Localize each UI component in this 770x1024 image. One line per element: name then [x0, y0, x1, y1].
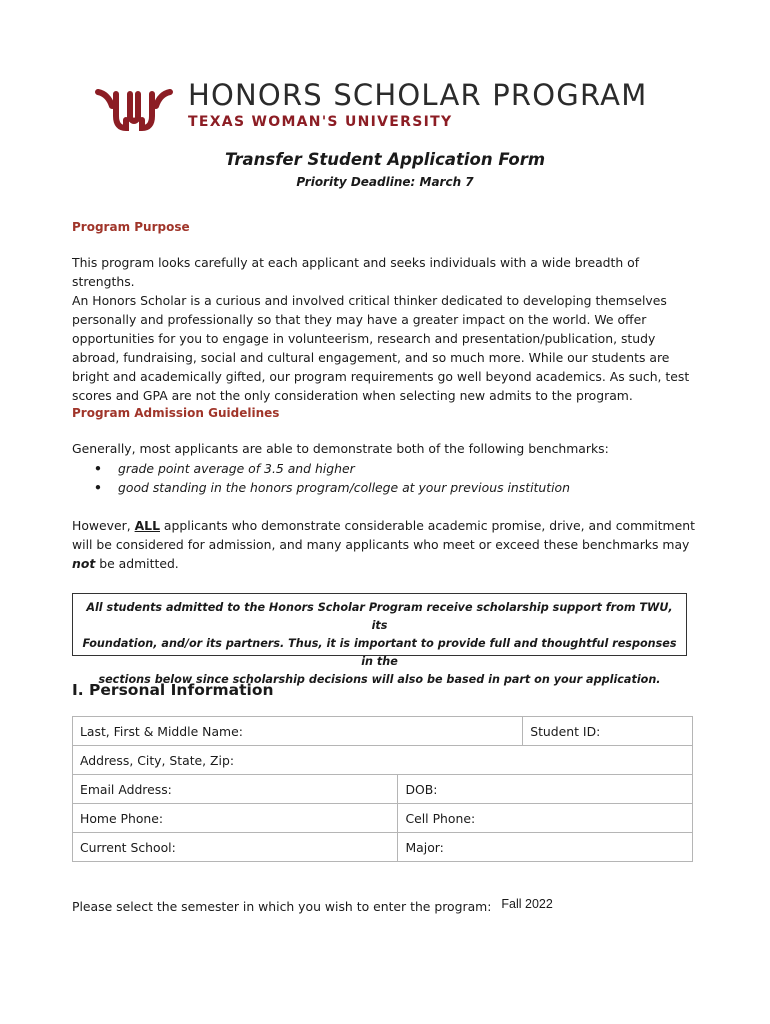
major-field[interactable]	[398, 833, 693, 862]
benchmark-item: • good standing in the honors program/college at your previous institution	[94, 478, 570, 497]
text-run: However,	[72, 518, 135, 533]
home-phone-field[interactable]	[73, 804, 398, 833]
cell-phone-field[interactable]	[398, 804, 693, 833]
text-run: be admitted.	[95, 556, 179, 571]
email-label: Email Address:	[80, 781, 172, 797]
table-row	[73, 775, 693, 804]
cell-phone-label: Cell Phone:	[405, 810, 476, 826]
semester-prompt: Please select the semester in which you wish to enter the program:	[72, 899, 492, 914]
form-title: Transfer Student Application Form	[224, 150, 546, 169]
purpose-line: personally and professionally so that they may have a greater impact on the world. We offer	[72, 312, 647, 327]
dob-field[interactable]	[398, 775, 693, 804]
table-row	[73, 717, 693, 746]
student-id-field[interactable]	[523, 717, 693, 746]
email-field[interactable]	[73, 775, 398, 804]
purpose-heading: Program Purpose	[72, 220, 190, 234]
student-id-label: Student ID:	[530, 723, 601, 739]
emphasis-all: ALL	[134, 518, 160, 533]
guidelines-paragraph	[72, 516, 702, 573]
priority-deadline: Priority Deadline: March 7	[296, 175, 474, 189]
university-name: TEXAS WOMAN'S UNIVERSITY	[188, 114, 453, 130]
scholarship-notice-box	[72, 593, 687, 686]
notice-line: Foundation, and/or its partners. Thus, it is important to provide full and thoughtful responses in the	[82, 637, 677, 668]
purpose-paragraph	[72, 253, 702, 405]
guidelines-line	[72, 516, 702, 535]
purpose-line: This program looks carefully at each applicant and seeks individuals with a wide breadth of strengths.	[72, 255, 640, 289]
table-row	[73, 746, 693, 775]
purpose-line: opportunities for you to engage in volunteerism, research and presentation/publication, study	[72, 331, 656, 346]
semester-row	[72, 899, 553, 914]
name-field[interactable]	[73, 717, 523, 746]
semester-select[interactable]: Fall 2022	[501, 897, 553, 911]
emphasis-not: not	[72, 556, 96, 571]
guidelines-line: will be considered for admission, and many applicants who meet or exceed these benchmarks may	[72, 537, 690, 552]
guidelines-line	[72, 554, 702, 573]
current-school-field[interactable]	[73, 833, 398, 862]
home-phone-label: Home Phone:	[80, 810, 164, 826]
purpose-line: bright and academically gifted, our program requirements go well beyond academics. As such, test	[72, 369, 690, 384]
current-school-label: Current School:	[80, 839, 176, 855]
purpose-line: An Honors Scholar is a curious and involved critical thinker dedicated to developing themselves	[72, 293, 667, 308]
personal-info-heading: I. Personal Information	[72, 681, 274, 699]
text-run: applicants who demonstrate considerable academic promise, drive, and commitment	[159, 518, 695, 533]
dob-label: DOB:	[405, 781, 438, 797]
table-row	[73, 804, 693, 833]
guidelines-heading: Program Admission Guidelines	[72, 406, 280, 420]
notice-line: sections below since scholarship decisions will also be based in part on your application.	[98, 673, 661, 686]
address-field[interactable]	[73, 746, 693, 775]
purpose-line: scores and GPA are not the only consideration when selecting new admits to the program.	[72, 388, 633, 403]
address-label: Address, City, State, Zip:	[80, 752, 235, 768]
benchmark-list	[94, 459, 570, 497]
twu-logo-icon	[94, 80, 174, 132]
personal-info-table	[72, 716, 693, 862]
purpose-line: abroad, fundraising, social and cultural engagement, and so much more. While our students are	[72, 350, 670, 365]
benchmark-item: • grade point average of 3.5 and higher	[94, 459, 570, 478]
notice-line: All students admitted to the Honors Scholar Program receive scholarship support from TWU, its	[86, 601, 673, 632]
guidelines-intro: Generally, most applicants are able to demonstrate both of the following benchmarks:	[72, 441, 609, 456]
program-name: HONORS SCHOLAR PROGRAM	[188, 78, 648, 112]
major-label: Major:	[405, 839, 444, 855]
name-label: Last, First & Middle Name:	[80, 723, 243, 739]
table-row	[73, 833, 693, 862]
